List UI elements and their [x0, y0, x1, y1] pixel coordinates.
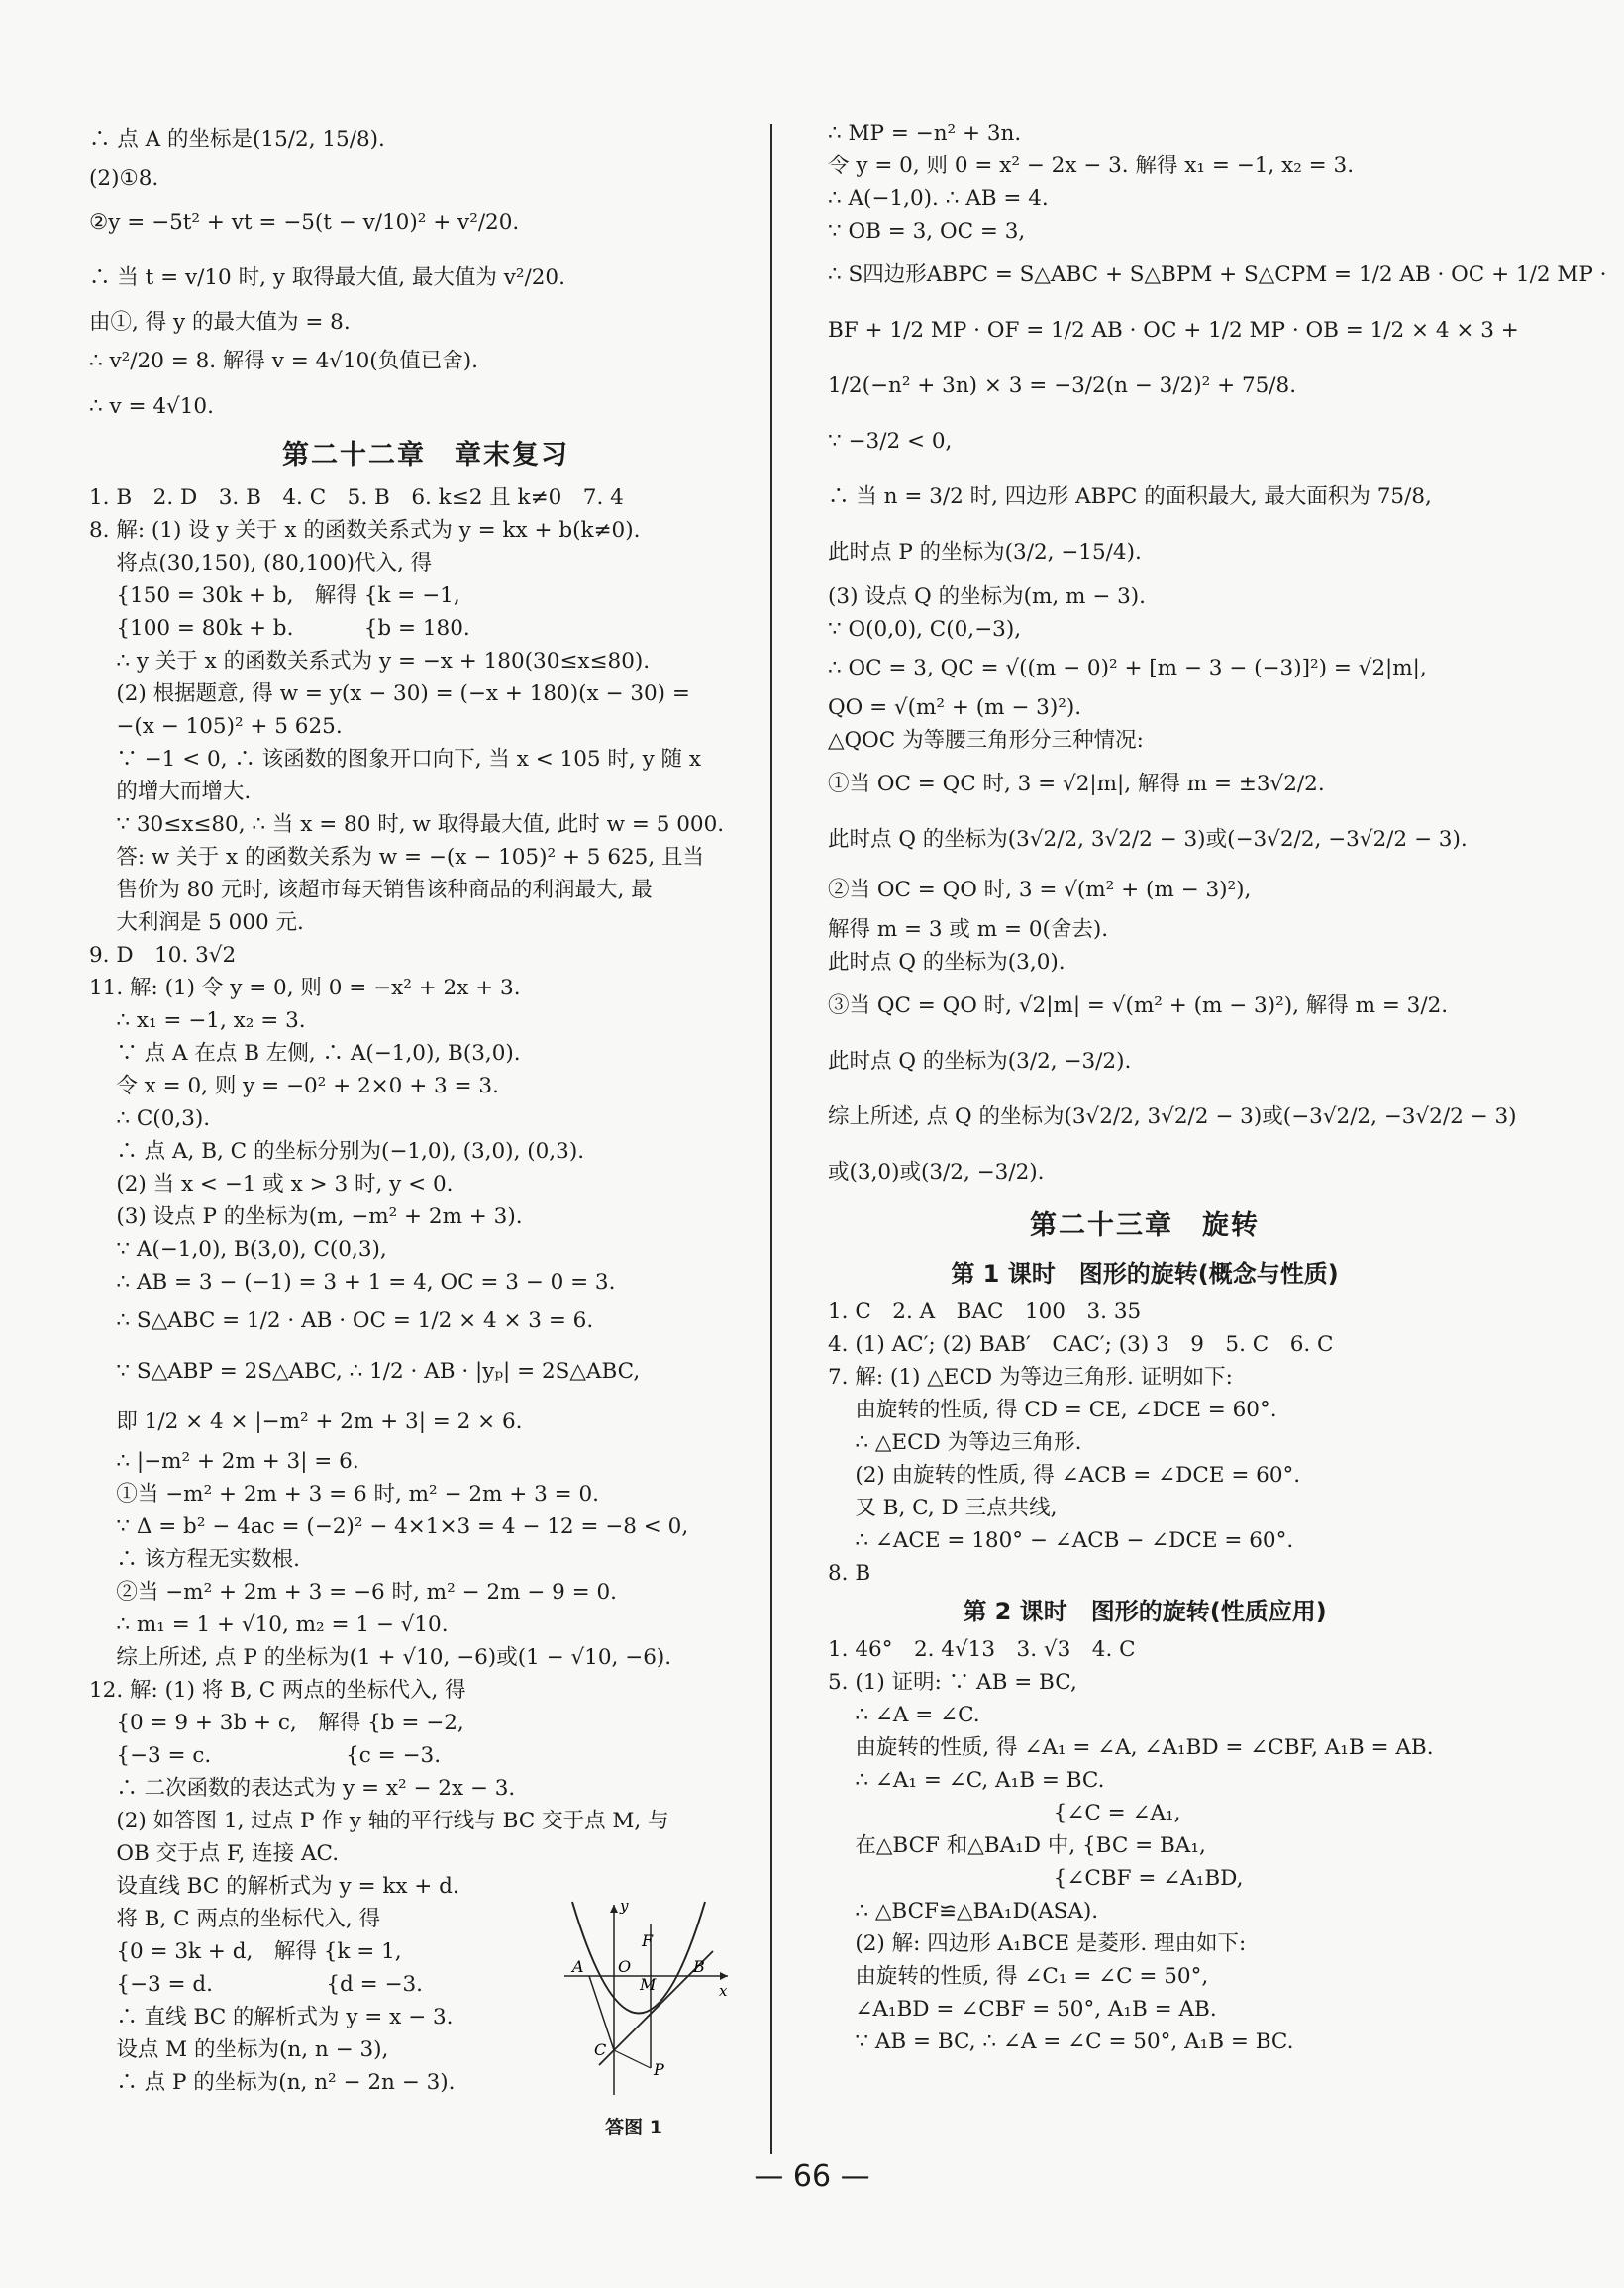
text-line: 5. (1) 证明: ∵ AB = BC,: [828, 1670, 1077, 1695]
chapter-heading: 第二十二章 章末复习: [282, 440, 569, 470]
text-line: 1. 46° 2. 4√13 3. √3 4. C: [828, 1637, 1136, 1662]
column-divider: [770, 124, 772, 2154]
text-line: 令 y = 0, 则 0 = x² − 2x − 3. 解得 x₁ = −1, x₂ = 3.: [828, 154, 1355, 178]
text-line: {∠C = ∠A₁,: [828, 1801, 1181, 1825]
answer-figure-1: [555, 1897, 733, 2138]
label-c: C: [594, 2040, 607, 2059]
text-line: 令 x = 0, 则 y = −0² + 2×0 + 3 = 3.: [89, 1074, 499, 1098]
text-line: ∵ −3/2 < 0,: [828, 429, 953, 454]
text-line: 12. 解: (1) 将 B, C 两点的坐标代入, 得: [89, 1678, 466, 1703]
text-line: 由旋转的性质, 得 CD = CE, ∠DCE = 60°.: [828, 1398, 1277, 1422]
text-line: −(x − 105)² + 5 625.: [89, 714, 343, 739]
text-line: ∴ 当 t = v/10 时, y 取得最大值, 最大值为 v²/20.: [89, 265, 565, 290]
text-line: (2) 由旋转的性质, 得 ∠ACB = ∠DCE = 60°.: [828, 1463, 1301, 1488]
text-line: 1. C 2. A BAC 100 3. 35: [828, 1300, 1142, 1324]
text-line: (2) 如答图 1, 过点 P 作 y 轴的平行线与 BC 交于点 M, 与: [89, 1809, 669, 1833]
text-line: △QOC 为等腰三角形分三种情况:: [828, 728, 1144, 753]
text-line: ①当 −m² + 2m + 3 = 6 时, m² − 2m + 3 = 0.: [89, 1482, 599, 1507]
text-line: ∵ O(0,0), C(0,−3),: [828, 617, 1022, 642]
text-line: (3) 设点 P 的坐标为(m, −m² + 2m + 3).: [89, 1204, 523, 1229]
text-line: {−3 = d. {d = −3.: [89, 1972, 423, 1997]
text-line: ∠A₁BD = ∠CBF = 50°, A₁B = AB.: [828, 1997, 1217, 2022]
text-line: ∴ C(0,3).: [89, 1106, 211, 1131]
text-line: 8. 解: (1) 设 y 关于 x 的函数关系式为 y = kx + b(k≠0).: [89, 518, 641, 543]
label-p: P: [654, 2060, 664, 2079]
text-line: 9. D 10. 3√2: [89, 943, 237, 968]
label-m: M: [640, 1975, 657, 1994]
text-line: 此时点 Q 的坐标为(3/2, −3/2).: [828, 1049, 1132, 1074]
line-cp: [614, 2050, 651, 2068]
text-line: 售价为 80 元时, 该超市每天销售该种商品的利润最大, 最: [89, 878, 653, 902]
text-line: ∵ 30≤x≤80, ∴ 当 x = 80 时, w 取得最大值, 此时 w = 5 000.: [89, 812, 725, 837]
text-line: ②当 −m² + 2m + 3 = −6 时, m² − 2m − 9 = 0.: [89, 1580, 617, 1605]
text-line: ∵ A(−1,0), B(3,0), C(0,3),: [89, 1237, 387, 1262]
parabola-diagram: [555, 1897, 733, 2110]
text-line: (3) 设点 Q 的坐标为(m, m − 3).: [828, 584, 1146, 609]
text-line: ∴ S△ABC = 1/2 · AB · OC = 1/2 × 4 × 3 = 6.: [89, 1308, 594, 1333]
text-line: (2) 根据题意, 得 w = y(x − 30) = (−x + 180)(x − 30) =: [89, 681, 690, 706]
lesson-heading: 第 2 课时 图形的旋转(性质应用): [963, 1598, 1327, 1625]
text-line: ∴ MP = −n² + 3n.: [828, 121, 1022, 146]
text-line: ②y = −5t² + vt = −5(t − v/10)² + v²/20.: [89, 210, 520, 235]
text-line: ∴ 点 A, B, C 的坐标分别为(−1,0), (3,0), (0,3).: [89, 1139, 585, 1164]
text-line: 1/2(−n² + 3n) × 3 = −3/2(n − 3/2)² + 75/8.: [828, 373, 1297, 398]
label-o: O: [618, 1957, 632, 1976]
text-line: 的增大而增大.: [89, 780, 252, 804]
label-a: A: [572, 1957, 584, 1976]
text-line: 由旋转的性质, 得 ∠A₁ = ∠A, ∠A₁BD = ∠CBF, A₁B = AB.: [828, 1735, 1434, 1760]
text-line: ∵ Δ = b² − 4ac = (−2)² − 4×1×3 = 4 − 12 = −8 < 0,: [89, 1514, 689, 1539]
text-line: OB 交于点 F, 连接 AC.: [89, 1841, 340, 1866]
text-line: (2)①8.: [89, 166, 159, 191]
text-line: 此时点 Q 的坐标为(3,0).: [828, 950, 1066, 975]
text-line: 在△BCF 和△BA₁D 中, {BC = BA₁,: [828, 1833, 1206, 1858]
text-line: 此时点 Q 的坐标为(3√2/2, 3√2/2 − 3)或(−3√2/2, −3√2/2 − 3).: [828, 827, 1468, 852]
text-line: {150 = 30k + b, 解得 {k = −1,: [89, 583, 460, 608]
label-b: B: [693, 1957, 705, 1976]
text-line: ∴ 直线 BC 的解析式为 y = x − 3.: [89, 2005, 454, 2029]
text-line: ∴ ∠A = ∠C.: [828, 1703, 980, 1727]
text-line: {0 = 3k + d, 解得 {k = 1,: [89, 1939, 402, 1964]
figure-caption: 答图 1: [605, 2117, 662, 2138]
text-line: ∴ |−m² + 2m + 3| = 6.: [89, 1449, 359, 1474]
line-ac: [589, 1976, 614, 2050]
text-line: ∴ OC = 3, QC = √((m − 0)² + [m − 3 − (−3)]²) = √2|m|,: [828, 656, 1427, 680]
text-line: ∵ S△ABP = 2S△ABC, ∴ 1/2 · AB · |yₚ| = 2S△ABC,: [89, 1359, 641, 1384]
text-line: ∴ △ECD 为等边三角形.: [828, 1430, 1082, 1455]
text-line: ①当 OC = QC 时, 3 = √2|m|, 解得 m = ±3√2/2.: [828, 772, 1325, 796]
text-line: 1. B 2. D 3. B 4. C 5. B 6. k≤2 且 k≠0 7. 4: [89, 485, 624, 510]
chapter-heading: 第二十三章 旋转: [1030, 1210, 1260, 1241]
text-line: ∴ v²/20 = 8. 解得 v = 4√10(负值已舍).: [89, 349, 478, 373]
lesson-heading: 第 1 课时 图形的旋转(概念与性质): [951, 1260, 1339, 1288]
text-line: 11. 解: (1) 令 y = 0, 则 0 = −x² + 2x + 3.: [89, 976, 521, 1000]
text-line: {0 = 9 + 3b + c, 解得 {b = −2,: [89, 1711, 464, 1735]
text-line: 7. 解: (1) △ECD 为等边三角形. 证明如下:: [828, 1365, 1233, 1390]
text-line: ∴ 该方程无实数根.: [89, 1547, 301, 1572]
text-line: ∴ 二次函数的表达式为 y = x² − 2x − 3.: [89, 1776, 516, 1801]
y-axis-arrow-icon: [610, 1905, 618, 1913]
text-line: 大利润是 5 000 元.: [89, 910, 304, 935]
text-line: ∴ 当 n = 3/2 时, 四边形 ABPC 的面积最大, 最大面积为 75/8,: [828, 484, 1432, 509]
text-line: ∴ △BCF≌△BA₁D(ASA).: [828, 1899, 1099, 1924]
label-x: x: [719, 1982, 728, 2000]
text-line: ∴ AB = 3 − (−1) = 3 + 1 = 4, OC = 3 − 0 = 3.: [89, 1270, 616, 1295]
text-line: 由旋转的性质, 得 ∠C₁ = ∠C = 50°,: [828, 1964, 1209, 1989]
text-line: (2) 当 x < −1 或 x > 3 时, y < 0.: [89, 1172, 454, 1196]
text-line: 综上所述, 点 Q 的坐标为(3√2/2, 3√2/2 − 3)或(−3√2/2, −3√2/2 − 3): [828, 1104, 1517, 1129]
text-line: 设直线 BC 的解析式为 y = kx + d.: [89, 1874, 459, 1899]
text-line: 综上所述, 点 P 的坐标为(1 + √10, −6)或(1 − √10, −6).: [89, 1645, 672, 1670]
text-line: {100 = 80k + b. {b = 180.: [89, 616, 470, 641]
text-line: ∴ A(−1,0). ∴ AB = 4.: [828, 186, 1049, 211]
parabola-curve: [572, 1902, 705, 2014]
text-line: 将 B, C 两点的坐标代入, 得: [89, 1907, 381, 1931]
text-line: QO = √(m² + (m − 3)²).: [828, 695, 1082, 720]
x-axis-arrow-icon: [720, 1972, 728, 1980]
text-line: 设点 M 的坐标为(n, n − 3),: [89, 2037, 389, 2062]
text-line: ∵ AB = BC, ∴ ∠A = ∠C = 50°, A₁B = BC.: [828, 2029, 1294, 2054]
text-line: ∴ ∠ACE = 180° − ∠ACB − ∠DCE = 60°.: [828, 1528, 1294, 1553]
text-line: ②当 OC = QO 时, 3 = √(m² + (m − 3)²),: [828, 878, 1252, 902]
page-number: — 66 —: [754, 2159, 870, 2194]
text-line: 将点(30,150), (80,100)代入, 得: [89, 551, 433, 575]
text-line: ∴ 点 A 的坐标是(15/2, 15/8).: [89, 127, 385, 152]
text-line: 答: w 关于 x 的函数关系为 w = −(x − 105)² + 5 625, 且当: [89, 845, 705, 870]
text-line: {∠CBF = ∠A₁BD,: [828, 1866, 1244, 1891]
text-line: ∴ x₁ = −1, x₂ = 3.: [89, 1008, 306, 1033]
text-line: ∴ v = 4√10.: [89, 394, 214, 419]
text-line: 8. B: [828, 1561, 871, 1586]
left-column: [89, 117, 762, 2099]
text-line: 解得 m = 3 或 m = 0(舍去).: [828, 917, 1109, 942]
text-line: ∴ y 关于 x 的函数关系式为 y = −x + 180(30≤x≤80).: [89, 649, 651, 674]
text-line: 又 B, C, D 三点共线,: [828, 1496, 1058, 1520]
label-f: F: [642, 1931, 654, 1950]
text-line: ∴ 点 P 的坐标为(n, n² − 2n − 3).: [89, 2070, 456, 2095]
text-line: 4. (1) AC′; (2) BAB′ CAC′; (3) 3 9 5. C 6. C: [828, 1332, 1334, 1357]
text-line: ∴ ∠A₁ = ∠C, A₁B = BC.: [828, 1768, 1105, 1793]
text-line: ∴ m₁ = 1 + √10, m₂ = 1 − √10.: [89, 1612, 449, 1637]
right-column: [828, 117, 1607, 2058]
text-line: (2) 解: 四边形 A₁BCE 是菱形. 理由如下:: [828, 1931, 1247, 1956]
text-line: ③当 QC = QO 时, √2|m| = √(m² + (m − 3)²), 解得 m = 3/2.: [828, 993, 1449, 1018]
text-line: ∵ −1 < 0, ∴ 该函数的图象开口向下, 当 x < 105 时, y 随 x: [89, 747, 702, 772]
text-line: 此时点 P 的坐标为(3/2, −15/4).: [828, 540, 1142, 565]
text-line: BF + 1/2 MP · OF = 1/2 AB · OC + 1/2 MP · OB = 1/2 × 4 × 3 +: [828, 318, 1519, 343]
text-line: {−3 = c. {c = −3.: [89, 1743, 442, 1768]
text-line: 或(3,0)或(3/2, −3/2).: [828, 1160, 1045, 1185]
text-line: 由①, 得 y 的最大值为 = 8.: [89, 310, 351, 335]
text-line: ∵ OB = 3, OC = 3,: [828, 219, 1026, 244]
text-line: ∵ 点 A 在点 B 左侧, ∴ A(−1,0), B(3,0).: [89, 1041, 521, 1066]
text-line: ∴ S四边形ABPC = S△ABC + S△BPM + S△CPM = 1/2 AB · OC + 1/2 MP ·: [828, 262, 1607, 287]
label-y: y: [620, 1897, 629, 1915]
text-line: 即 1/2 × 4 × |−m² + 2m + 3| = 2 × 6.: [89, 1409, 523, 1434]
